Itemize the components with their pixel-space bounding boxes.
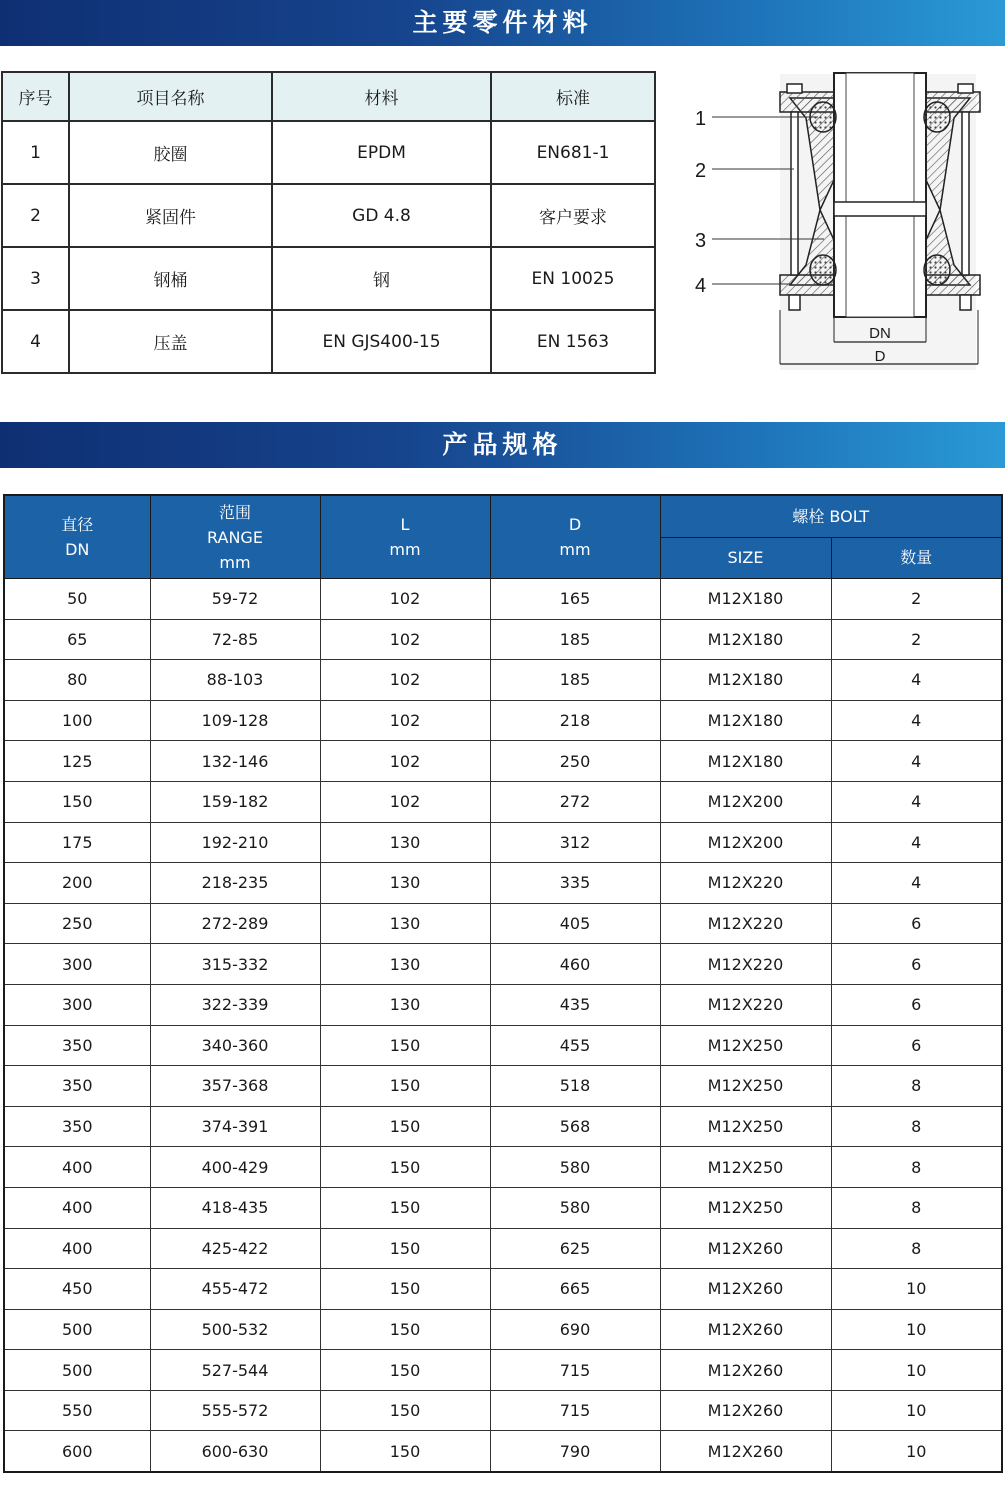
specs-cell-bolt-qty: 2 (831, 619, 1002, 660)
specs-row (4, 579, 1002, 620)
specs-cell-range: 400-429 (150, 1147, 320, 1188)
specs-cell-dn: 200 (4, 863, 150, 904)
specs-cell-range: 322-339 (150, 984, 320, 1025)
specs-cell-bolt-qty: 4 (831, 660, 1002, 701)
d-label: D (874, 348, 886, 365)
materials-row (2, 184, 655, 247)
materials-cell-material: GD 4.8 (272, 184, 491, 247)
materials-cell-item-name: 压盖 (69, 310, 272, 373)
header-bolt-qty: 数量 (831, 537, 1002, 579)
specs-cell-bolt-qty: 10 (831, 1269, 1002, 1310)
gasket-right-bottom (924, 255, 950, 285)
specs-cell-range: 374-391 (150, 1106, 320, 1147)
specs-cell-bolt-qty: 4 (831, 863, 1002, 904)
materials-cell-item-name: 胶圈 (69, 121, 272, 184)
specs-cell-range: 132-146 (150, 741, 320, 782)
specs-cell-range: 109-128 (150, 700, 320, 741)
specs-cell-length: 150 (320, 1390, 490, 1431)
specs-cell-dn: 250 (4, 903, 150, 944)
specs-cell-outer-diameter: 568 (490, 1106, 660, 1147)
specs-cell-bolt-size: M12X180 (660, 700, 831, 741)
specs-row (4, 1269, 1002, 1310)
specs-cell-bolt-size: M12X260 (660, 1431, 831, 1472)
header-diameter (4, 495, 150, 579)
section-title-materials: 主要零件材料 (0, 0, 1005, 46)
bolt-left (791, 112, 798, 275)
materials-row (2, 121, 655, 184)
header-item-name: 项目名称 (69, 72, 272, 121)
specs-cell-bolt-size: M12X200 (660, 822, 831, 863)
specs-cell-range: 88-103 (150, 660, 320, 701)
specs-row (4, 660, 1002, 701)
specs-cell-bolt-size: M12X250 (660, 1066, 831, 1107)
specs-cell-bolt-size: M12X220 (660, 903, 831, 944)
specs-cell-dn: 100 (4, 700, 150, 741)
specs-cell-outer-diameter: 460 (490, 944, 660, 985)
header-bolt: 螺栓 BOLT (660, 495, 1002, 537)
specs-row (4, 1025, 1002, 1066)
specs-cell-dn: 150 (4, 781, 150, 822)
specs-cell-dn: 350 (4, 1066, 150, 1107)
specs-cell-outer-diameter: 665 (490, 1269, 660, 1310)
header-outer-diameter (490, 495, 660, 579)
header-material: 材料 (272, 72, 491, 121)
specs-cell-outer-diameter: 518 (490, 1066, 660, 1107)
materials-cell-standard: 客户要求 (491, 184, 655, 247)
materials-cell-item-name: 紧固件 (69, 184, 272, 247)
specs-row (4, 903, 1002, 944)
specs-cell-dn: 350 (4, 1025, 150, 1066)
specs-cell-bolt-size: M12X180 (660, 579, 831, 620)
specs-cell-outer-diameter: 165 (490, 579, 660, 620)
specs-row (4, 984, 1002, 1025)
materials-cell-material: EPDM (272, 121, 491, 184)
callout-3: 3 (695, 230, 707, 252)
header-length (320, 495, 490, 579)
specs-cell-outer-diameter: 405 (490, 903, 660, 944)
specs-header-row (4, 495, 1002, 537)
specs-row (4, 1431, 1002, 1472)
callout-1: 1 (695, 108, 707, 130)
specs-row (4, 1147, 1002, 1188)
specs-cell-dn: 65 (4, 619, 150, 660)
specs-cell-bolt-qty: 4 (831, 741, 1002, 782)
section-title-specs: 产品规格 (0, 422, 1005, 468)
specs-cell-range: 455-472 (150, 1269, 320, 1310)
specs-cell-dn: 400 (4, 1147, 150, 1188)
specs-cell-bolt-size: M12X180 (660, 619, 831, 660)
specs-cell-outer-diameter: 185 (490, 660, 660, 701)
callout-4: 4 (695, 275, 707, 297)
specs-cell-range: 72-85 (150, 619, 320, 660)
materials-cell-index: 4 (2, 310, 69, 373)
specs-cell-range: 555-572 (150, 1390, 320, 1431)
specs-cell-outer-diameter: 455 (490, 1025, 660, 1066)
specs-cell-bolt-size: M12X250 (660, 1187, 831, 1228)
specs-cell-length: 102 (320, 741, 490, 782)
specs-cell-outer-diameter: 580 (490, 1187, 660, 1228)
specs-cell-bolt-size: M12X260 (660, 1269, 831, 1310)
specs-cell-outer-diameter: 690 (490, 1309, 660, 1350)
materials-cell-material: 钢 (272, 247, 491, 310)
specs-cell-bolt-qty: 10 (831, 1390, 1002, 1431)
specs-cell-dn: 300 (4, 944, 150, 985)
gasket-left-bottom (810, 255, 836, 285)
specs-cell-bolt-size: M12X250 (660, 1025, 831, 1066)
specs-cell-range: 600-630 (150, 1431, 320, 1472)
specs-cell-range: 425-422 (150, 1228, 320, 1269)
specs-cell-length: 102 (320, 619, 490, 660)
specs-cell-bolt-qty: 8 (831, 1066, 1002, 1107)
specs-cell-range: 500-532 (150, 1309, 320, 1350)
specs-cell-bolt-qty: 10 (831, 1309, 1002, 1350)
specs-cell-length: 102 (320, 781, 490, 822)
header-diameter-label: 直径 (61, 515, 94, 534)
specs-row (4, 1066, 1002, 1107)
header-range-unit: mm (219, 552, 251, 572)
callout-2: 2 (695, 160, 707, 182)
specs-cell-length: 130 (320, 984, 490, 1025)
specs-row (4, 1309, 1002, 1350)
specs-cell-length: 150 (320, 1269, 490, 1310)
pipe-joint (834, 202, 926, 216)
specs-cell-bolt-qty: 8 (831, 1147, 1002, 1188)
specs-cell-bolt-qty: 4 (831, 700, 1002, 741)
specs-cell-outer-diameter: 218 (490, 700, 660, 741)
specs-cell-range: 357-368 (150, 1066, 320, 1107)
specs-cell-bolt-size: M12X250 (660, 1147, 831, 1188)
specs-cell-bolt-size: M12X220 (660, 984, 831, 1025)
specs-cell-range: 315-332 (150, 944, 320, 985)
materials-cell-index: 3 (2, 247, 69, 310)
materials-header-row (2, 72, 655, 121)
specs-cell-length: 130 (320, 863, 490, 904)
specs-cell-length: 150 (320, 1228, 490, 1269)
specs-cell-dn: 500 (4, 1309, 150, 1350)
specs-cell-bolt-qty: 8 (831, 1106, 1002, 1147)
specs-cell-bolt-qty: 8 (831, 1187, 1002, 1228)
materials-cell-standard: EN 10025 (491, 247, 655, 310)
header-length-unit: mm (389, 540, 421, 559)
gasket-right-top (924, 102, 950, 132)
specs-cell-bolt-qty: 6 (831, 984, 1002, 1025)
header-diameter-unit: DN (65, 540, 90, 559)
specs-cell-bolt-qty: 2 (831, 579, 1002, 620)
specs-cell-bolt-size: M12X180 (660, 660, 831, 701)
specs-cell-outer-diameter: 185 (490, 619, 660, 660)
specs-cell-bolt-qty: 6 (831, 1025, 1002, 1066)
materials-row (2, 310, 655, 373)
header-d-label: D (568, 515, 582, 534)
specs-cell-range: 159-182 (150, 781, 320, 822)
specs-row (4, 863, 1002, 904)
specs-cell-outer-diameter: 312 (490, 822, 660, 863)
specs-cell-length: 130 (320, 944, 490, 985)
specs-cell-length: 150 (320, 1147, 490, 1188)
specs-cell-range: 218-235 (150, 863, 320, 904)
specs-cell-length: 150 (320, 1350, 490, 1391)
specs-cell-length: 150 (320, 1066, 490, 1107)
specs-cell-outer-diameter: 790 (490, 1431, 660, 1472)
specs-cell-dn: 400 (4, 1187, 150, 1228)
specs-cell-outer-diameter: 335 (490, 863, 660, 904)
specs-cell-outer-diameter: 580 (490, 1147, 660, 1188)
specs-cell-dn: 80 (4, 660, 150, 701)
specs-row (4, 1187, 1002, 1228)
specs-cell-length: 102 (320, 700, 490, 741)
specs-cell-outer-diameter: 272 (490, 781, 660, 822)
specs-cell-bolt-qty: 6 (831, 903, 1002, 944)
specs-cell-length: 130 (320, 822, 490, 863)
header-bolt-size: SIZE (660, 537, 831, 579)
specs-cell-bolt-qty: 8 (831, 1228, 1002, 1269)
specs-row (4, 1228, 1002, 1269)
materials-table (1, 71, 656, 374)
specs-cell-bolt-qty: 4 (831, 781, 1002, 822)
specs-cell-bolt-size: M12X180 (660, 741, 831, 782)
specs-cell-length: 130 (320, 903, 490, 944)
specs-cell-dn: 350 (4, 1106, 150, 1147)
specs-cell-bolt-qty: 6 (831, 944, 1002, 985)
specs-cell-length: 102 (320, 579, 490, 620)
specs-cell-dn: 125 (4, 741, 150, 782)
specs-cell-bolt-size: M12X250 (660, 1106, 831, 1147)
specs-cell-range: 527-544 (150, 1350, 320, 1391)
materials-cell-material: EN GJS400-15 (272, 310, 491, 373)
specs-cell-bolt-size: M12X260 (660, 1350, 831, 1391)
specs-cell-outer-diameter: 625 (490, 1228, 660, 1269)
specs-cell-range: 192-210 (150, 822, 320, 863)
specs-cell-range: 59-72 (150, 579, 320, 620)
specs-cell-bolt-size: M12X220 (660, 944, 831, 985)
specs-cell-length: 150 (320, 1106, 490, 1147)
header-index: 序号 (2, 72, 69, 121)
dn-label: DN (869, 325, 891, 342)
specs-cell-dn: 500 (4, 1350, 150, 1391)
specs-row (4, 1350, 1002, 1391)
header-standard: 标准 (491, 72, 655, 121)
specs-cell-bolt-qty: 10 (831, 1431, 1002, 1472)
specs-row (4, 944, 1002, 985)
header-range (150, 495, 320, 579)
header-range-en: RANGE (207, 527, 263, 547)
specs-cell-outer-diameter: 435 (490, 984, 660, 1025)
specs-cell-length: 102 (320, 660, 490, 701)
materials-cell-standard: EN 1563 (491, 310, 655, 373)
specs-cell-bolt-size: M12X260 (660, 1309, 831, 1350)
header-range-label: 范围 (218, 502, 251, 522)
materials-row (2, 247, 655, 310)
specs-cell-length: 150 (320, 1309, 490, 1350)
specs-cell-bolt-qty: 4 (831, 822, 1002, 863)
specs-row (4, 1390, 1002, 1431)
specs-row (4, 619, 1002, 660)
specs-row (4, 741, 1002, 782)
specs-cell-bolt-size: M12X260 (660, 1390, 831, 1431)
materials-cell-index: 1 (2, 121, 69, 184)
header-length-label: L (400, 515, 410, 534)
specs-cell-length: 150 (320, 1431, 490, 1472)
materials-cell-index: 2 (2, 184, 69, 247)
specs-cell-dn: 50 (4, 579, 150, 620)
materials-cell-standard: EN681-1 (491, 121, 655, 184)
specs-cell-length: 150 (320, 1187, 490, 1228)
specs-cell-range: 418-435 (150, 1187, 320, 1228)
header-d-unit: mm (559, 540, 591, 559)
specs-cell-bolt-size: M12X220 (660, 863, 831, 904)
coupling-diagram (688, 70, 988, 370)
specs-row (4, 822, 1002, 863)
specs-cell-length: 150 (320, 1025, 490, 1066)
specs-cell-range: 272-289 (150, 903, 320, 944)
specs-cell-dn: 600 (4, 1431, 150, 1472)
specs-cell-dn: 175 (4, 822, 150, 863)
specs-row (4, 700, 1002, 741)
specs-cell-dn: 400 (4, 1228, 150, 1269)
specs-cell-bolt-qty: 10 (831, 1350, 1002, 1391)
specs-cell-bolt-size: M12X260 (660, 1228, 831, 1269)
specs-cell-outer-diameter: 715 (490, 1390, 660, 1431)
bolt-right (962, 112, 969, 275)
specs-row (4, 1106, 1002, 1147)
specs-cell-dn: 550 (4, 1390, 150, 1431)
specs-cell-dn: 300 (4, 984, 150, 1025)
specs-cell-outer-diameter: 250 (490, 741, 660, 782)
specs-cell-outer-diameter: 715 (490, 1350, 660, 1391)
specs-cell-dn: 450 (4, 1269, 150, 1310)
specs-cell-range: 340-360 (150, 1025, 320, 1066)
specs-row (4, 781, 1002, 822)
specs-cell-bolt-size: M12X200 (660, 781, 831, 822)
materials-cell-item-name: 钢桶 (69, 247, 272, 310)
specs-table (3, 494, 1003, 1473)
